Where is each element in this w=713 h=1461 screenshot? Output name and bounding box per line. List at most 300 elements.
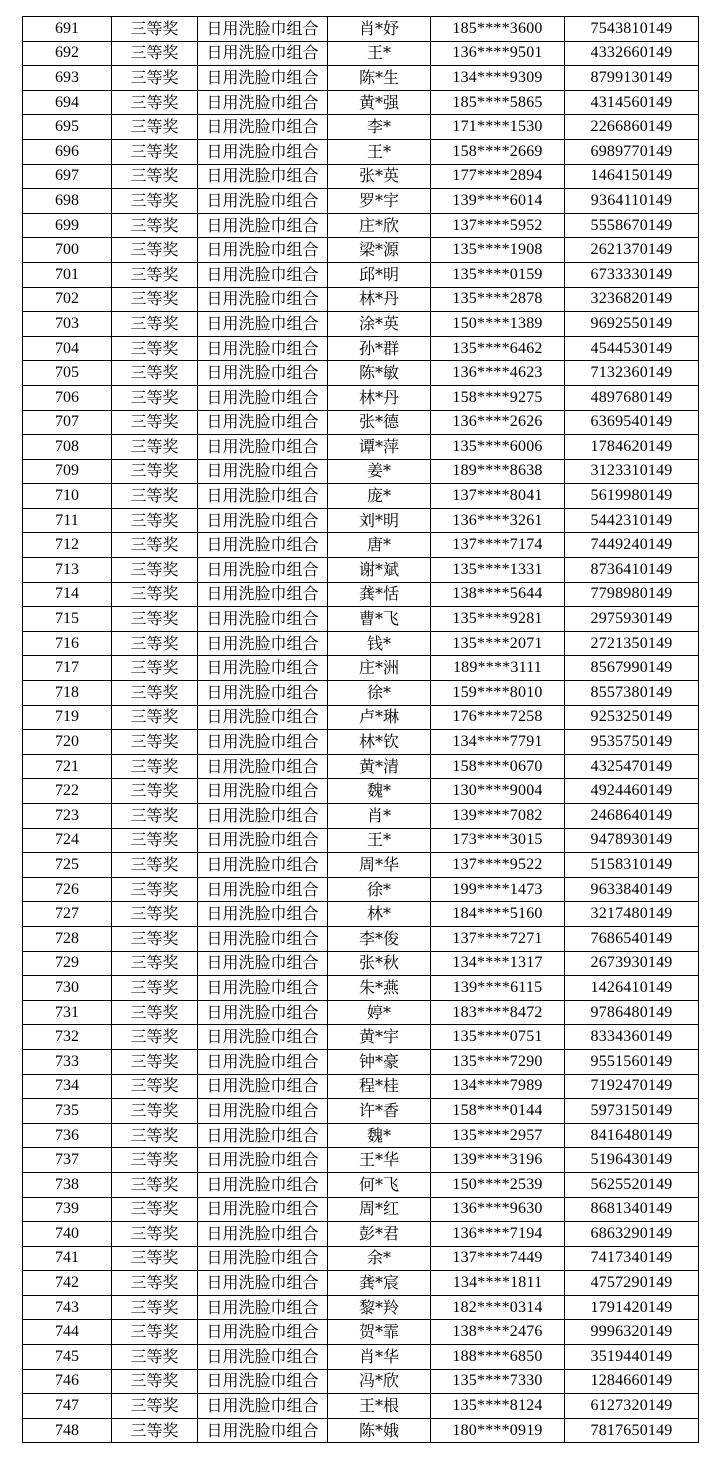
prize-level-cell: 三等奖: [112, 1099, 198, 1124]
prize-item-cell: 日用洗脸巾组合: [198, 558, 328, 583]
phone-cell: 138****2476: [431, 1320, 565, 1345]
row-number-cell: 715: [23, 607, 112, 632]
prize-level-cell: 三等奖: [112, 656, 198, 681]
prize-item-cell: 日用洗脸巾组合: [198, 1000, 328, 1025]
table-row: [23, 361, 699, 386]
winner-name-cell: 陈*娥: [328, 1418, 431, 1443]
prize-item-cell: 日用洗脸巾组合: [198, 262, 328, 287]
prize-item-cell: 日用洗脸巾组合: [198, 533, 328, 558]
winner-name-cell: 邱*明: [328, 262, 431, 287]
code-cell: 5619980149: [565, 484, 699, 509]
phone-cell: 136****2626: [431, 410, 565, 435]
table-row: [23, 336, 699, 361]
winner-name-cell: 婷*: [328, 1000, 431, 1025]
table-row: [23, 1320, 699, 1345]
row-number-cell: 730: [23, 976, 112, 1001]
prize-level-cell: 三等奖: [112, 1049, 198, 1074]
row-number-cell: 714: [23, 582, 112, 607]
row-number-cell: 745: [23, 1345, 112, 1370]
prize-level-cell: 三等奖: [112, 361, 198, 386]
row-number-cell: 735: [23, 1099, 112, 1124]
table-row: [23, 41, 699, 66]
row-number-cell: 701: [23, 262, 112, 287]
row-number-cell: 743: [23, 1295, 112, 1320]
phone-cell: 135****2878: [431, 287, 565, 312]
prize-item-cell: 日用洗脸巾组合: [198, 1295, 328, 1320]
row-number-cell: 742: [23, 1271, 112, 1296]
prize-level-cell: 三等奖: [112, 189, 198, 214]
prize-item-cell: 日用洗脸巾组合: [198, 779, 328, 804]
prize-item-cell: 日用洗脸巾组合: [198, 877, 328, 902]
table-row: [23, 459, 699, 484]
prize-level-cell: 三等奖: [112, 115, 198, 140]
prize-level-cell: 三等奖: [112, 779, 198, 804]
prize-item-cell: 日用洗脸巾组合: [198, 705, 328, 730]
winner-name-cell: 庞*: [328, 484, 431, 509]
winner-name-cell: 许*香: [328, 1099, 431, 1124]
prize-level-cell: 三等奖: [112, 287, 198, 312]
phone-cell: 135****9281: [431, 607, 565, 632]
table-row: [23, 1172, 699, 1197]
winner-name-cell: 曹*飞: [328, 607, 431, 632]
row-number-cell: 719: [23, 705, 112, 730]
table-row: [23, 1246, 699, 1271]
table-row: [23, 435, 699, 460]
code-cell: 8334360149: [565, 1025, 699, 1050]
row-number-cell: 716: [23, 631, 112, 656]
winner-name-cell: 张*英: [328, 164, 431, 189]
prize-item-cell: 日用洗脸巾组合: [198, 1320, 328, 1345]
phone-cell: 136****9501: [431, 41, 565, 66]
code-cell: 9996320149: [565, 1320, 699, 1345]
code-cell: 5973150149: [565, 1099, 699, 1124]
phone-cell: 137****8041: [431, 484, 565, 509]
phone-cell: 189****3111: [431, 656, 565, 681]
prize-item-cell: 日用洗脸巾组合: [198, 1222, 328, 1247]
prize-item-cell: 日用洗脸巾组合: [198, 1123, 328, 1148]
code-cell: 8567990149: [565, 656, 699, 681]
code-cell: 4757290149: [565, 1271, 699, 1296]
code-cell: 7543810149: [565, 17, 699, 42]
row-number-cell: 718: [23, 681, 112, 706]
winner-name-cell: 刘*明: [328, 508, 431, 533]
code-cell: 2975930149: [565, 607, 699, 632]
prize-item-cell: 日用洗脸巾组合: [198, 312, 328, 337]
winner-name-cell: 张*德: [328, 410, 431, 435]
winner-name-cell: 唐*: [328, 533, 431, 558]
prize-level-cell: 三等奖: [112, 976, 198, 1001]
row-number-cell: 710: [23, 484, 112, 509]
phone-cell: 137****7271: [431, 926, 565, 951]
row-number-cell: 698: [23, 189, 112, 214]
phone-cell: 158****9275: [431, 385, 565, 410]
prize-item-cell: 日用洗脸巾组合: [198, 631, 328, 656]
table-row: [23, 1099, 699, 1124]
row-number-cell: 694: [23, 90, 112, 115]
winner-name-cell: 李*: [328, 115, 431, 140]
prize-level-cell: 三等奖: [112, 1172, 198, 1197]
prize-level-cell: 三等奖: [112, 1222, 198, 1247]
prize-item-cell: 日用洗脸巾组合: [198, 681, 328, 706]
phone-cell: 136****4623: [431, 361, 565, 386]
row-number-cell: 726: [23, 877, 112, 902]
prize-level-cell: 三等奖: [112, 877, 198, 902]
row-number-cell: 717: [23, 656, 112, 681]
code-cell: 3236820149: [565, 287, 699, 312]
phone-cell: 188****6850: [431, 1345, 565, 1370]
code-cell: 9535750149: [565, 730, 699, 755]
winner-name-cell: 林*: [328, 902, 431, 927]
phone-cell: 135****0159: [431, 262, 565, 287]
prize-item-cell: 日用洗脸巾组合: [198, 951, 328, 976]
prize-level-cell: 三等奖: [112, 951, 198, 976]
prize-item-cell: 日用洗脸巾组合: [198, 902, 328, 927]
row-number-cell: 706: [23, 385, 112, 410]
phone-cell: 135****2957: [431, 1123, 565, 1148]
winner-name-cell: 钟*豪: [328, 1049, 431, 1074]
phone-cell: 159****8010: [431, 681, 565, 706]
winner-name-cell: 林*丹: [328, 385, 431, 410]
table-row: [23, 189, 699, 214]
code-cell: 4314560149: [565, 90, 699, 115]
prize-item-cell: 日用洗脸巾组合: [198, 238, 328, 263]
code-cell: 7449240149: [565, 533, 699, 558]
row-number-cell: 728: [23, 926, 112, 951]
code-cell: 5442310149: [565, 508, 699, 533]
phone-cell: 135****6006: [431, 435, 565, 460]
table-row: [23, 877, 699, 902]
table-row: [23, 1222, 699, 1247]
code-cell: 5625520149: [565, 1172, 699, 1197]
code-cell: 4924460149: [565, 779, 699, 804]
winner-name-cell: 王*: [328, 41, 431, 66]
prize-item-cell: 日用洗脸巾组合: [198, 410, 328, 435]
prize-item-cell: 日用洗脸巾组合: [198, 1345, 328, 1370]
table-row: [23, 705, 699, 730]
table-row: [23, 804, 699, 829]
table-row: [23, 1074, 699, 1099]
table-row: [23, 976, 699, 1001]
winner-name-cell: 陈*生: [328, 66, 431, 91]
winner-name-cell: 王*: [328, 828, 431, 853]
prize-level-cell: 三等奖: [112, 66, 198, 91]
code-cell: 2621370149: [565, 238, 699, 263]
table-row: [23, 287, 699, 312]
code-cell: 3123310149: [565, 459, 699, 484]
prize-level-cell: 三等奖: [112, 1025, 198, 1050]
phone-cell: 135****6462: [431, 336, 565, 361]
prize-level-cell: 三等奖: [112, 828, 198, 853]
prize-item-cell: 日用洗脸巾组合: [198, 17, 328, 42]
prize-level-cell: 三等奖: [112, 1074, 198, 1099]
row-number-cell: 704: [23, 336, 112, 361]
prize-level-cell: 三等奖: [112, 1246, 198, 1271]
table-row: [23, 213, 699, 238]
prize-item-cell: 日用洗脸巾组合: [198, 90, 328, 115]
row-number-cell: 733: [23, 1049, 112, 1074]
prize-item-cell: 日用洗脸巾组合: [198, 508, 328, 533]
phone-cell: 134****7791: [431, 730, 565, 755]
table-row: [23, 17, 699, 42]
phone-cell: 135****0751: [431, 1025, 565, 1050]
table-row: [23, 1148, 699, 1173]
code-cell: 3519440149: [565, 1345, 699, 1370]
row-number-cell: 740: [23, 1222, 112, 1247]
prize-level-cell: 三等奖: [112, 681, 198, 706]
code-cell: 6127320149: [565, 1394, 699, 1419]
code-cell: 7817650149: [565, 1418, 699, 1443]
winner-name-cell: 魏*: [328, 1123, 431, 1148]
prize-level-cell: 三等奖: [112, 410, 198, 435]
phone-cell: 137****7174: [431, 533, 565, 558]
table-row: [23, 926, 699, 951]
phone-cell: 180****0919: [431, 1418, 565, 1443]
phone-cell: 135****8124: [431, 1394, 565, 1419]
row-number-cell: 693: [23, 66, 112, 91]
table-row: [23, 164, 699, 189]
prize-level-cell: 三等奖: [112, 926, 198, 951]
prize-level-cell: 三等奖: [112, 607, 198, 632]
prize-item-cell: 日用洗脸巾组合: [198, 213, 328, 238]
phone-cell: 137****7449: [431, 1246, 565, 1271]
table-row: [23, 902, 699, 927]
code-cell: 9786480149: [565, 1000, 699, 1025]
phone-cell: 135****7290: [431, 1049, 565, 1074]
prize-level-cell: 三等奖: [112, 853, 198, 878]
table-row: [23, 312, 699, 337]
prize-level-cell: 三等奖: [112, 631, 198, 656]
table-row: [23, 1000, 699, 1025]
row-number-cell: 699: [23, 213, 112, 238]
code-cell: 1784620149: [565, 435, 699, 460]
winner-name-cell: 肖*: [328, 804, 431, 829]
prize-level-cell: 三等奖: [112, 804, 198, 829]
table-row: [23, 607, 699, 632]
phone-cell: 139****7082: [431, 804, 565, 829]
code-cell: 1284660149: [565, 1369, 699, 1394]
winner-name-cell: 徐*: [328, 681, 431, 706]
table-row: [23, 779, 699, 804]
winner-name-cell: 魏*: [328, 779, 431, 804]
phone-cell: 134****7989: [431, 1074, 565, 1099]
winner-name-cell: 梁*源: [328, 238, 431, 263]
phone-cell: 184****5160: [431, 902, 565, 927]
row-number-cell: 712: [23, 533, 112, 558]
table-row: [23, 508, 699, 533]
table-row: [23, 115, 699, 140]
prize-item-cell: 日用洗脸巾组合: [198, 1074, 328, 1099]
code-cell: 7417340149: [565, 1246, 699, 1271]
prize-level-cell: 三等奖: [112, 17, 198, 42]
winner-name-cell: 姜*: [328, 459, 431, 484]
winner-name-cell: 涂*英: [328, 312, 431, 337]
code-cell: 1464150149: [565, 164, 699, 189]
phone-cell: 185****5865: [431, 90, 565, 115]
row-number-cell: 703: [23, 312, 112, 337]
prize-level-cell: 三等奖: [112, 1271, 198, 1296]
winner-name-cell: 林*丹: [328, 287, 431, 312]
table-row: [23, 1271, 699, 1296]
phone-cell: 189****8638: [431, 459, 565, 484]
code-cell: 6863290149: [565, 1222, 699, 1247]
phone-cell: 136****7194: [431, 1222, 565, 1247]
winner-name-cell: 贺*霏: [328, 1320, 431, 1345]
prize-level-cell: 三等奖: [112, 90, 198, 115]
prize-item-cell: 日用洗脸巾组合: [198, 361, 328, 386]
prize-item-cell: 日用洗脸巾组合: [198, 1394, 328, 1419]
prize-level-cell: 三等奖: [112, 1394, 198, 1419]
phone-cell: 158****0144: [431, 1099, 565, 1124]
winner-name-cell: 王*华: [328, 1148, 431, 1173]
phone-cell: 137****5952: [431, 213, 565, 238]
table-row: [23, 1369, 699, 1394]
code-cell: 9364110149: [565, 189, 699, 214]
prize-level-cell: 三等奖: [112, 902, 198, 927]
winners-table-body: [23, 17, 699, 1443]
row-number-cell: 729: [23, 951, 112, 976]
prize-item-cell: 日用洗脸巾组合: [198, 66, 328, 91]
code-cell: 8557380149: [565, 681, 699, 706]
prize-level-cell: 三等奖: [112, 1148, 198, 1173]
prize-item-cell: 日用洗脸巾组合: [198, 1271, 328, 1296]
prize-item-cell: 日用洗脸巾组合: [198, 435, 328, 460]
winner-name-cell: 周*红: [328, 1197, 431, 1222]
row-number-cell: 691: [23, 17, 112, 42]
prize-item-cell: 日用洗脸巾组合: [198, 1246, 328, 1271]
prize-item-cell: 日用洗脸巾组合: [198, 1025, 328, 1050]
prize-level-cell: 三等奖: [112, 1295, 198, 1320]
prize-item-cell: 日用洗脸巾组合: [198, 484, 328, 509]
code-cell: 5158310149: [565, 853, 699, 878]
code-cell: 8416480149: [565, 1123, 699, 1148]
table-row: [23, 410, 699, 435]
winner-name-cell: 李*俊: [328, 926, 431, 951]
phone-cell: 134****1811: [431, 1271, 565, 1296]
prize-item-cell: 日用洗脸巾组合: [198, 385, 328, 410]
prize-item-cell: 日用洗脸巾组合: [198, 656, 328, 681]
row-number-cell: 721: [23, 754, 112, 779]
phone-cell: 136****3261: [431, 508, 565, 533]
code-cell: 6369540149: [565, 410, 699, 435]
code-cell: 8799130149: [565, 66, 699, 91]
phone-cell: 171****1530: [431, 115, 565, 140]
winner-name-cell: 庄*欣: [328, 213, 431, 238]
winner-name-cell: 徐*: [328, 877, 431, 902]
phone-cell: 176****7258: [431, 705, 565, 730]
code-cell: 5196430149: [565, 1148, 699, 1173]
row-number-cell: 734: [23, 1074, 112, 1099]
phone-cell: 136****9630: [431, 1197, 565, 1222]
prize-level-cell: 三等奖: [112, 312, 198, 337]
prize-item-cell: 日用洗脸巾组合: [198, 1197, 328, 1222]
code-cell: 6989770149: [565, 139, 699, 164]
table-row: [23, 1345, 699, 1370]
winner-name-cell: 王*: [328, 139, 431, 164]
prize-item-cell: 日用洗脸巾组合: [198, 853, 328, 878]
row-number-cell: 724: [23, 828, 112, 853]
table-row: [23, 656, 699, 681]
row-number-cell: 738: [23, 1172, 112, 1197]
code-cell: 9633840149: [565, 877, 699, 902]
prize-level-cell: 三等奖: [112, 1320, 198, 1345]
code-cell: 4325470149: [565, 754, 699, 779]
phone-cell: 185****3600: [431, 17, 565, 42]
winner-name-cell: 肖*华: [328, 1345, 431, 1370]
table-row: [23, 1394, 699, 1419]
row-number-cell: 696: [23, 139, 112, 164]
winner-name-cell: 王*根: [328, 1394, 431, 1419]
prize-level-cell: 三等奖: [112, 41, 198, 66]
prize-level-cell: 三等奖: [112, 213, 198, 238]
code-cell: 2673930149: [565, 951, 699, 976]
table-row: [23, 951, 699, 976]
prize-level-cell: 三等奖: [112, 1369, 198, 1394]
phone-cell: 135****1908: [431, 238, 565, 263]
code-cell: 1426410149: [565, 976, 699, 1001]
phone-cell: 135****2071: [431, 631, 565, 656]
prize-level-cell: 三等奖: [112, 484, 198, 509]
prize-level-cell: 三等奖: [112, 1418, 198, 1443]
phone-cell: 173****3015: [431, 828, 565, 853]
row-number-cell: 739: [23, 1197, 112, 1222]
row-number-cell: 700: [23, 238, 112, 263]
prize-level-cell: 三等奖: [112, 1000, 198, 1025]
row-number-cell: 748: [23, 1418, 112, 1443]
table-row: [23, 484, 699, 509]
prize-item-cell: 日用洗脸巾组合: [198, 287, 328, 312]
row-number-cell: 741: [23, 1246, 112, 1271]
prize-level-cell: 三等奖: [112, 508, 198, 533]
row-number-cell: 720: [23, 730, 112, 755]
code-cell: 3217480149: [565, 902, 699, 927]
winner-name-cell: 陈*敏: [328, 361, 431, 386]
prize-level-cell: 三等奖: [112, 139, 198, 164]
code-cell: 7686540149: [565, 926, 699, 951]
prize-level-cell: 三等奖: [112, 164, 198, 189]
phone-cell: 134****1317: [431, 951, 565, 976]
phone-cell: 135****7330: [431, 1369, 565, 1394]
table-row: [23, 262, 699, 287]
winner-name-cell: 程*桂: [328, 1074, 431, 1099]
code-cell: 2266860149: [565, 115, 699, 140]
code-cell: 5558670149: [565, 213, 699, 238]
table-row: [23, 533, 699, 558]
winner-name-cell: 卢*琳: [328, 705, 431, 730]
prize-level-cell: 三等奖: [112, 730, 198, 755]
row-number-cell: 732: [23, 1025, 112, 1050]
table-row: [23, 1295, 699, 1320]
winner-name-cell: 何*飞: [328, 1172, 431, 1197]
prize-item-cell: 日用洗脸巾组合: [198, 754, 328, 779]
prize-level-cell: 三等奖: [112, 336, 198, 361]
row-number-cell: 713: [23, 558, 112, 583]
row-number-cell: 747: [23, 1394, 112, 1419]
winner-name-cell: 庄*洲: [328, 656, 431, 681]
code-cell: 4332660149: [565, 41, 699, 66]
winner-name-cell: 黎*羚: [328, 1295, 431, 1320]
code-cell: 8736410149: [565, 558, 699, 583]
prize-item-cell: 日用洗脸巾组合: [198, 1049, 328, 1074]
prize-level-cell: 三等奖: [112, 1123, 198, 1148]
table-row: [23, 558, 699, 583]
row-number-cell: 705: [23, 361, 112, 386]
code-cell: 9551560149: [565, 1049, 699, 1074]
code-cell: 7798980149: [565, 582, 699, 607]
prize-item-cell: 日用洗脸巾组合: [198, 976, 328, 1001]
table-row: [23, 90, 699, 115]
prize-item-cell: 日用洗脸巾组合: [198, 607, 328, 632]
winner-name-cell: 黄*宇: [328, 1025, 431, 1050]
